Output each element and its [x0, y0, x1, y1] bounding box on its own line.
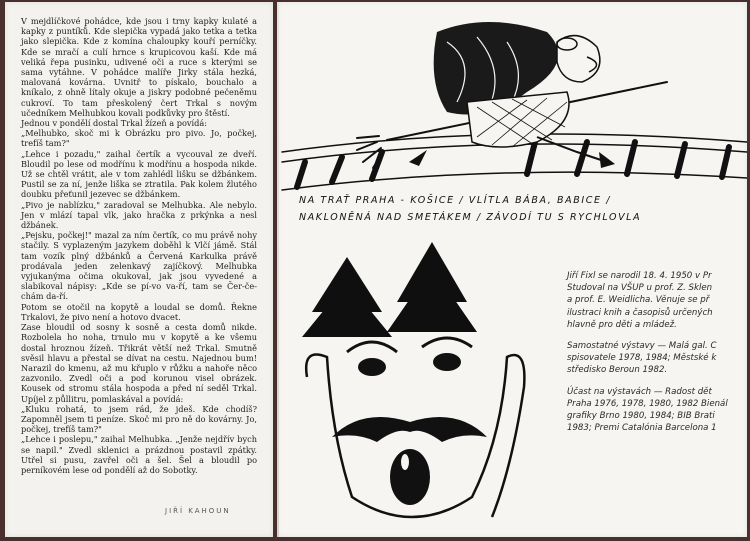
story-paragraph: Jednou v pondělí dostal Trkal žízeň a povídá: — [21, 118, 207, 129]
bio-line: hlavně pro děti a mládež. — [567, 319, 677, 330]
witch-on-broom-illustration — [277, 2, 747, 197]
story-paragraph: „Lehce i poslepu," zaihal Melhubka. „Jenže nejdřív bych se napil." Zvedl sklenici a prázdnou postavil zpátky. Utřel si pusu, zavřel oči a šel. Šel a bloudil po perníkovém lese od pondělí až do Sobotky. — [21, 434, 257, 475]
bio-line: ilustraci knih a časopisů určených — [567, 307, 713, 318]
caption-line-2: NAKLONĚNÁ NAD SMETÁKEM / ZÁVODÍ TU S RYCHLOVLA — [299, 212, 642, 223]
bio-paragraph — [567, 340, 747, 377]
illustrator-bio — [567, 270, 747, 443]
story-paragraph: V mejdlíčkové pohádce, kde jsou i trny kapky kulaté a kapky z puntíků. Kde slepička vypadá jako tetka a tetka jako slepička. Kde z komína chaloupky kouří perníčky. Kde se mračí a culí hrnce s krupicovou kaší. Kde má veliká řepa pusinku, udivené oči a ruce s kterými se sama vytáhne. V pohádce malíře Jirky stála hezká, malovaná kovárna. Uvnitř to pískalo, bouchalo a kníkalo, z ohně lítaly okuje a jiskry podobné pečeněmu cukroví. To tam přeskolený čert Trkal s novým učedníkem Melhubkou kovali podkůvky pro štěstí. — [21, 16, 257, 118]
bio-paragraph — [567, 270, 747, 331]
bio-line: Studoval na VŠUP u prof. Z. Sklen — [567, 283, 713, 294]
story-paragraph: „Kluku rohatá, to jsem rád, že jdeš. Kde chodíš? Zapomněl jsem ti peníze. Skoč mi pro ně do kovárny. Jo, počkej, trefíš tam?" — [21, 403, 257, 435]
bio-line: 1983; Premi Catalónia Barcelona 1 — [567, 423, 717, 434]
bio-line: Praha 1976, 1978, 1980, 1982 Bienál — [567, 398, 728, 409]
caption-line-1: NA TRAŤ PRAHA - KOŠICE / VLÍTLA BÁBA, BABICE / — [299, 195, 612, 206]
face-illustration — [292, 237, 532, 537]
bio-line: Účast na výstavách — Radost dět — [567, 386, 712, 397]
story-text — [21, 16, 257, 475]
left-page — [5, 2, 273, 537]
rhyme-caption — [299, 192, 747, 226]
bio-line: Samostatné výstavy — Malá gal. C — [567, 341, 717, 352]
bio-line: Jiří Fixl se narodil 18. 4. 1950 v Pr — [567, 271, 712, 281]
story-paragraph: „Pivo je nablízku," zaradoval se Melhubka. Ale nebylo. Jen v mlází tapal vlk, jako hračka z prkýnka a nesl džbánek. — [21, 199, 257, 231]
story-paragraph: „Pejsku, počkej!" mazal za ním čertík, co mu právě nohy stačily. S vyplazeným jazykem doběhl k Vlčí jámě. Stál tam vozík plný džbánků a Červená Karkulka právě prodávala jeden zelenkavý zajíčkový. Melhubka vyjukanýma očima okukoval, jak jsou vyvedené a slabikoval nápisy: „Kde se pí-vo va-ří, tam se Čer-če-chám da-ří. — [21, 230, 257, 302]
bio-line: a prof. E. Weidlicha. Věnuje se př — [567, 295, 710, 306]
author-name: JIŘÍ KAHOUN — [165, 507, 231, 515]
bio-line: spisovatele 1978, 1984; Městské k — [567, 353, 717, 364]
bio-line: grafiky Brno 1980, 1984; BIB Brati — [567, 411, 715, 422]
story-paragraph: Potom se otočil na kopytě a loudal se domů. Řekne Trkalovi, že pivo není a hotovo dvacet. — [21, 301, 257, 322]
right-page — [277, 2, 747, 537]
story-paragraph: „Lehce i pozadu," zaihal čertík a vycouval ze dveří. Bloudil po lese od modřínu k modřínu a hospoda nikde. Už se chtěl vrátit, ale v tom zahlédl lišku se džbánkem. Pustil se za ní, jenže liška se ztratila. Pak kolem žlutého doubku přeťunil jezevec se džbánkem. — [21, 148, 257, 200]
story-paragraph: Zase bloudil od sosny k sosně a cesta domů nikde. Rozbolela ho noha, trnulo mu v kopytě a ke všemu dostal hroznou žízeň. Třikrát větší než Trkal. Smutně svěsil hlavu a přestal se dívat na cestu. Najednou bum! Narazil do kmenu, až mu křuplo v růžku a nahoře něco zazvonilo. Zvedl oči a pod korunou visel obrázek. Kousek od stromu stála hospoda a před ní seděl Trkal. Upíjel z půllitru, pomlaskával a povídá: — [21, 322, 257, 404]
bio-paragraph — [567, 386, 747, 435]
story-paragraph: „Melhubko, skoč mi k Obrázku pro pivo. Jo, počkej, trefíš tam?" — [21, 128, 257, 149]
bio-line: středisko Beroun 1982. — [567, 365, 668, 376]
